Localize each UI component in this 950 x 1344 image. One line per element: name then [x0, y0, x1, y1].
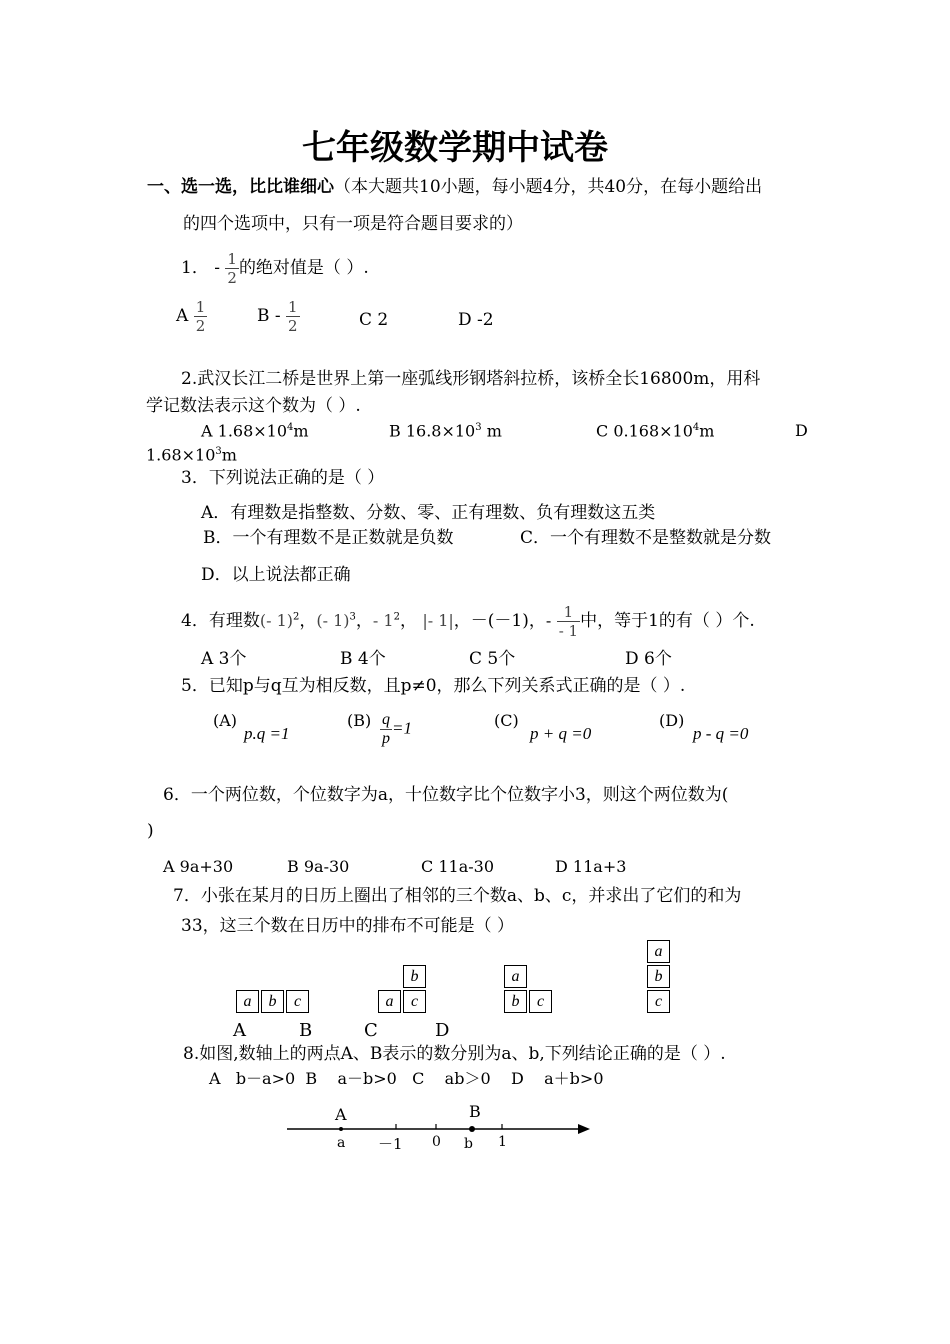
axis-label-b: b	[464, 1136, 473, 1152]
q3-stem: 3．下列说法正确的是（ ）	[181, 468, 385, 488]
q1-prefix: 1．	[181, 258, 209, 278]
q1-num: 1	[227, 250, 237, 268]
q1-option-a-den: 2	[195, 317, 206, 335]
axis-label-a: a	[337, 1135, 346, 1151]
q2-option-b-text: B 16.8×10	[389, 421, 476, 441]
q7-option-c[interactable]: C	[364, 1020, 378, 1041]
axis-label-0: 0	[432, 1134, 441, 1150]
q4-expr-5-den: - 1	[558, 622, 579, 640]
q7-option-b[interactable]: B	[299, 1020, 313, 1041]
q2-option-a-exp: 4	[287, 422, 294, 433]
q7-option-a[interactable]: A	[233, 1020, 246, 1041]
q2-stem-1: 2.武汉长江二桥是世界上第一座弧线形钢塔斜拉桥，该桥全长16800m，用科	[181, 369, 761, 389]
q6-stem: 6．一个两位数，个位数字为a，十位数字比个位数字小3，则这个两位数为(	[163, 785, 729, 805]
q7-d-cell-c: c	[647, 990, 670, 1013]
q6-option-c[interactable]: C 11a-30	[421, 857, 494, 876]
q2-option-b[interactable]	[389, 423, 502, 439]
axis-label-1: 1	[498, 1134, 507, 1150]
q4-expr-2-exp: 3	[349, 611, 356, 623]
q1-option-b-label: B -	[257, 306, 281, 326]
q4-sep-2: ，	[355, 611, 373, 631]
page-title: 七年级数学期中试卷	[302, 128, 608, 168]
q6-option-a[interactable]: A 9a+30	[163, 857, 234, 876]
q5-option-d-label[interactable]: (D)	[659, 711, 685, 730]
q7-a-cell-b: b	[261, 990, 284, 1013]
q6-option-d[interactable]: D 11a+3	[555, 857, 627, 876]
q3-option-d[interactable]: D．以上说法都正确	[201, 565, 351, 585]
q4-option-c[interactable]: C 5个	[469, 649, 516, 669]
q2-option-a[interactable]	[201, 423, 309, 439]
q5-option-a-expr: p.q =1	[244, 724, 290, 743]
q1-den: 2	[227, 269, 237, 287]
q4-sep-3: ，	[399, 611, 417, 631]
q2-option-d-unit: m	[221, 445, 237, 465]
q5-option-b-fraction	[380, 711, 392, 748]
q1-option-b-fraction	[286, 298, 300, 335]
q8-stem: 8.如图,数轴上的两点A、B表示的数分别为a、b,下列结论正确的是（ ）.	[183, 1044, 726, 1064]
q2-option-b-unit: m	[481, 421, 502, 441]
q5-option-b-num: q	[382, 711, 390, 728]
q5-option-b-label[interactable]: (B)	[347, 711, 372, 730]
q5-option-d-expr: p - q =0	[693, 724, 749, 743]
q1-option-a[interactable]	[176, 298, 207, 335]
q5-option-b-rhs: =1	[392, 718, 412, 738]
q4-expr-1: (- 1)	[259, 611, 293, 630]
q4-option-b[interactable]: B 4个	[340, 649, 386, 669]
q1-option-a-num: 1	[195, 298, 206, 316]
point-a-dot	[339, 1127, 343, 1131]
q2-option-d-text: 1.68×10	[146, 445, 216, 465]
q7-b-cell-b: b	[403, 965, 426, 988]
q4-suffix: 中，等于1的有（ ）个.	[580, 611, 755, 631]
q4-option-a[interactable]: A 3个	[201, 649, 247, 669]
section-heading-line	[147, 179, 762, 196]
q3-option-b[interactable]: B．一个有理数不是正数就是负数	[203, 528, 454, 548]
q6-stem-2: )	[147, 821, 154, 841]
question-4	[181, 603, 755, 640]
q1-option-a-label: A	[176, 306, 189, 326]
q1-option-c[interactable]: C 2	[359, 310, 389, 330]
q2-option-a-unit: m	[293, 421, 309, 441]
number-line-arrow	[578, 1124, 590, 1134]
q2-option-d-exp: 3	[215, 446, 222, 457]
q4-expr-5-num: 1	[563, 603, 574, 621]
section-intro: （本大题共10小题，每小题4分，共40分，在每小题给出	[334, 177, 763, 197]
q8-options[interactable]: A b－a>0 B a－b>0 C ab＞0 D a＋b>0	[209, 1069, 604, 1088]
q5-option-c-label[interactable]: (C)	[494, 711, 519, 730]
q4-expr-4: |- 1|	[422, 611, 454, 630]
q2-option-c-text: C 0.168×10	[596, 421, 693, 441]
q5-stem: 5．已知p与q互为相反数，且p≠0，那么下列关系式正确的是（ ）.	[181, 676, 686, 696]
q7-d-cell-a: a	[647, 940, 670, 963]
q7-c-cell-a: a	[504, 965, 527, 988]
q1-option-a-fraction	[194, 298, 208, 335]
q2-option-b-exp: 3	[475, 422, 482, 433]
question-1	[181, 250, 369, 287]
q4-option-d[interactable]: D 6个	[625, 649, 672, 669]
q5-option-b-expr	[380, 711, 412, 748]
q7-c-cell-b: b	[504, 990, 527, 1013]
q1-option-b-num: 1	[288, 298, 298, 316]
q4-expr-5-sign: -	[545, 611, 552, 630]
point-b-dot	[469, 1126, 475, 1132]
q7-b-cell-a: a	[378, 990, 401, 1013]
q7-a-cell-c: c	[286, 990, 309, 1013]
point-b-label: B	[469, 1102, 481, 1121]
q2-option-c[interactable]	[596, 423, 714, 439]
q6-option-b[interactable]: B 9a-30	[287, 857, 350, 876]
q4-expr-3: - 1	[372, 611, 394, 630]
q3-option-c[interactable]: C．一个有理数不是整数就是分数	[520, 528, 772, 548]
q7-c-cell-c: c	[529, 990, 552, 1013]
q1-neg: -	[214, 258, 220, 278]
q2-option-d-value	[146, 447, 237, 463]
q2-stem-2: 学记数法表示这个数为（ ）.	[146, 396, 361, 416]
q4-sep-1: ，	[299, 611, 317, 631]
section-heading: 一、选一选，比比谁细心	[147, 177, 334, 197]
q7-d-cell-b: b	[647, 965, 670, 988]
q2-option-c-exp: 4	[692, 422, 700, 433]
q5-option-a-label[interactable]: (A)	[213, 711, 238, 730]
q7-b-cell-c: c	[403, 990, 426, 1013]
q5-option-b-den: p	[382, 730, 390, 747]
q4-expr-3-exp: 2	[393, 611, 400, 623]
point-a-label: A	[335, 1105, 347, 1124]
q1-option-b[interactable]	[257, 298, 300, 335]
q4-expr-5-fraction	[557, 603, 580, 640]
q2-option-d[interactable]: D	[795, 421, 808, 440]
q4-sep-4: ，－(－1)，	[453, 611, 546, 631]
q1-option-b-den: 2	[288, 317, 298, 335]
q4-expr-2: (- 1)	[316, 611, 350, 630]
q7-stem-2: 33，这三个数在日历中的排布不可能是（ ）	[181, 916, 515, 936]
q7-stem: 7．小张在某月的日历上圈出了相邻的三个数a、b、c，并求出了它们的和为	[173, 886, 742, 906]
axis-label-neg1: －1	[378, 1135, 403, 1153]
q4-prefix: 4．有理数	[181, 611, 260, 631]
q1-fraction	[225, 250, 239, 287]
q5-option-c-expr: p + q =0	[530, 724, 592, 743]
q8-number-line	[280, 1100, 600, 1160]
q2-option-c-unit: m	[699, 421, 715, 441]
q1-suffix: 的绝对值是（ ）.	[238, 258, 369, 278]
section-intro-2: 的四个选项中，只有一项是符合题目要求的）	[183, 214, 523, 234]
q7-a-cell-a: a	[236, 990, 259, 1013]
q1-option-d[interactable]: D -2	[458, 310, 494, 330]
q7-option-d[interactable]: D	[435, 1020, 450, 1041]
q2-option-a-text: A 1.68×10	[201, 421, 288, 441]
q4-expr-1-exp: 2	[292, 611, 300, 623]
q3-option-a[interactable]: A．有理数是指整数、分数、零、正有理数、负有理数这五类	[201, 503, 656, 523]
